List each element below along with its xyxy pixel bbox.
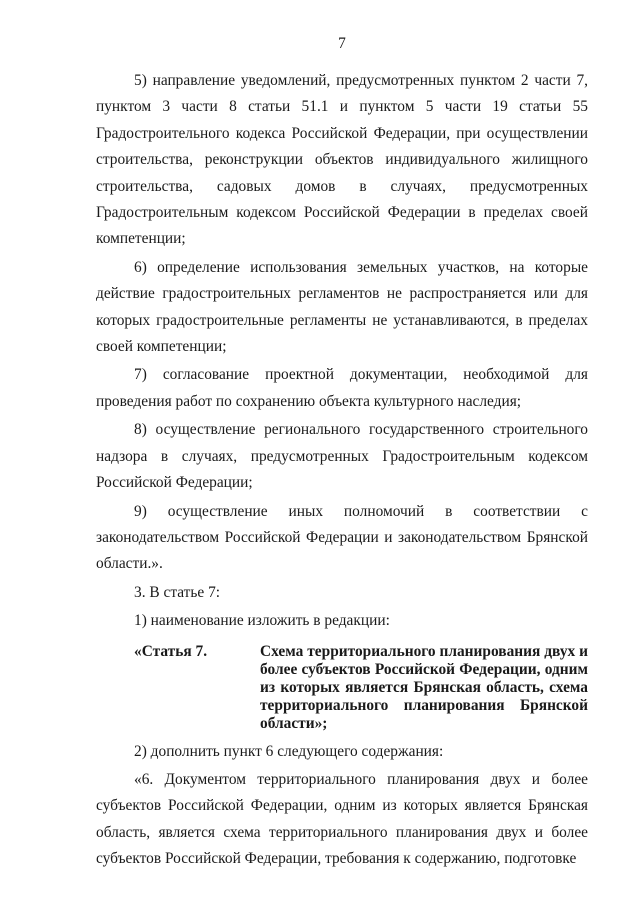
paragraph-add-point-instruction: 2) дополнить пункт 6 следующего содержания: — [134, 742, 444, 760]
article-title: Схема территориального планирования двух и более субъектов Российской Федерации, одним из которых является Брянская область, схема территориального планирования Брянской области»; — [260, 642, 588, 732]
paragraph-item-5: 5) направление уведомлений, предусмотренных пунктом 2 части 7, пунктом 3 части 8 статьи 51.1 и пунктом 5 части 19 статьи 55 Градостроительного кодекса Российской Федерации, при осуществлении строительства, реконструкции объектов индивидуального жилищного строительства, садовых домов в случаях, предусмотренных Градостроительным кодексом Российской Федерации в пределах своей компетенции; — [96, 72, 588, 248]
paragraph-item-7: 7) согласование проектной документации, необходимой для проведения работ по сохранению объекта культурного наследия; — [96, 366, 588, 410]
paragraph-item-8: 8) осуществление регионального государственного строительного надзора в случаях, предусмотренных Градостроительным кодексом Российской Федерации; — [96, 421, 588, 492]
paragraph-rename-instruction: 1) наименование изложить в редакции: — [134, 612, 390, 630]
document-body — [96, 68, 588, 873]
paragraph-item-6: 6) определение использования земельных участков, на которые действие градостроительных регламентов не распространяется или для которых градостроительные регламенты не устанавливаются, в пределах своей компетенции; — [96, 258, 588, 356]
paragraph-item-9: 9) осуществление иных полномочий в соответствии с законодательством Российской Федерации и законодательством Брянской области.». — [96, 502, 588, 573]
article-label: «Статья 7. — [134, 642, 208, 660]
section-heading-article-7: 3. В статье 7: — [134, 583, 221, 601]
paragraph-point-6-text: «6. Документом территориального планирования двух и более субъектов Российской Федерации, одним из которых является Брянская область, является схема территориального планирования двух и более субъектов Российской Федерации, требования к содержанию, подготовке — [96, 770, 588, 868]
article-heading — [96, 639, 588, 733]
page-number: 7 — [338, 35, 346, 52]
